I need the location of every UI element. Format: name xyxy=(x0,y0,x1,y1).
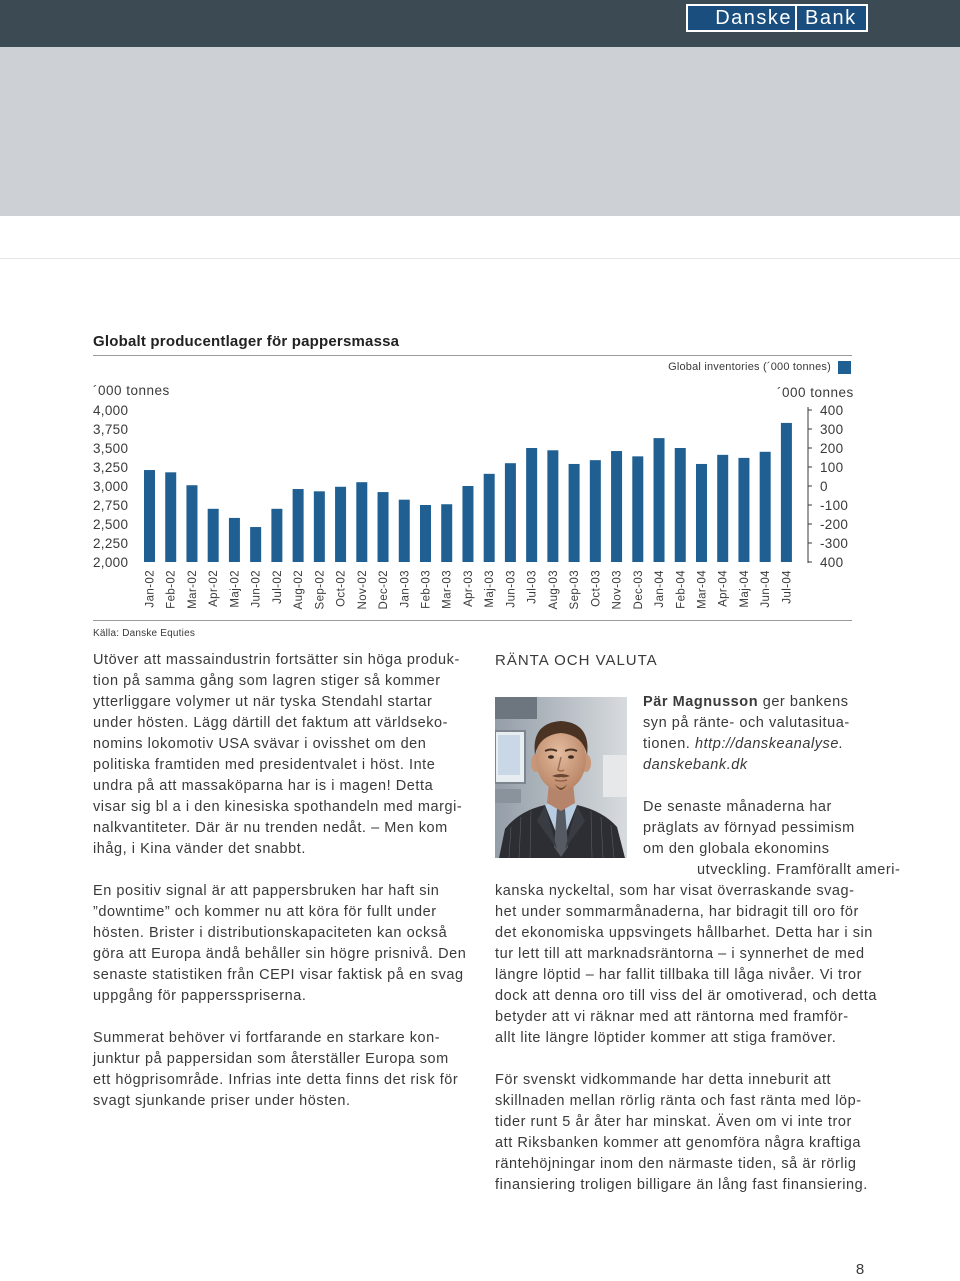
bar xyxy=(717,455,728,562)
bar xyxy=(632,456,643,562)
y-tick-label-right: 0 xyxy=(820,479,828,494)
analysis-link-part-2[interactable]: danskebank.dk xyxy=(643,757,748,773)
bar xyxy=(144,470,155,562)
danske-bank-logo xyxy=(686,4,868,32)
bar xyxy=(378,492,389,562)
x-tick-label: Jul-03 xyxy=(526,570,539,604)
right-paragraph-2 xyxy=(495,1070,868,1196)
author-name: Pär Magnusson xyxy=(643,694,759,710)
text-line: ett högprisområde. Infrias inte detta finns det risk för xyxy=(93,1072,459,1088)
text-line: räntehöjningar inom den närmaste tiden, så är rörlig xyxy=(495,1156,857,1172)
y-tick-label-right: 400 xyxy=(820,555,844,570)
text-line: För svenskt vidkommande har detta inneburit att xyxy=(495,1072,832,1088)
text-line: utveckling. Framförallt ameri- xyxy=(697,862,901,878)
y-tick-label-right: 100 xyxy=(820,460,844,475)
bar xyxy=(399,500,410,562)
text-line: undra på att massaköparna har is i magen! Detta xyxy=(93,778,434,794)
y-tick-label-left: 3,250 xyxy=(93,460,129,475)
portrait-photo xyxy=(495,697,627,858)
y-tick-label-left: 3,500 xyxy=(93,441,129,456)
bar xyxy=(547,450,558,562)
section-heading: RÄNTA OCH VALUTA xyxy=(495,652,658,669)
x-tick-label: Jun-02 xyxy=(250,570,263,608)
y-tick-label-left: 3,000 xyxy=(93,479,129,494)
text-line: het under sommarmånaderna, har bidragit till oro för xyxy=(495,904,859,920)
x-tick-label: Nov-03 xyxy=(611,570,624,610)
bar xyxy=(760,452,771,562)
left-axis-unit: ´000 tonnes xyxy=(93,383,170,398)
logo-text-danske: Danske xyxy=(715,7,792,29)
text-line: om den globala ekonomins xyxy=(643,841,830,857)
bar xyxy=(505,463,516,562)
x-tick-label: Mar-04 xyxy=(696,570,709,609)
bar xyxy=(781,423,792,562)
text-line: ihåg, i Kina vänder det snabbt. xyxy=(93,841,306,857)
x-tick-label: Mar-03 xyxy=(441,570,454,609)
chart-bottom-rule xyxy=(93,620,852,621)
x-tick-label: Sep-02 xyxy=(314,570,327,610)
x-tick-label: Oct-02 xyxy=(335,570,348,607)
analysis-link-part-1[interactable]: http://danskeanalyse. xyxy=(694,736,844,752)
text-line: ytterliggare volymer ut när tyska Stendahl startar xyxy=(93,694,433,710)
text-line: under hösten. Lägg därtill det faktum att världseko- xyxy=(93,715,449,731)
chart-source: Källa: Danske Equties xyxy=(93,628,196,639)
text-line: tion på samma gång som lagren stiger så kommer xyxy=(93,673,441,689)
text-line: uppgång för pappersspriserna. xyxy=(93,988,307,1004)
right-paragraph-1-body xyxy=(495,881,877,1049)
text-line: visar sig bl a i den kinesiska spothandeln med margi- xyxy=(93,799,463,815)
left-paragraph-1 xyxy=(93,650,462,860)
bar xyxy=(484,474,495,562)
chart-legend-swatch xyxy=(838,361,851,374)
x-tick-label: Nov-02 xyxy=(356,570,369,610)
y-tick-label-right: 300 xyxy=(820,422,844,437)
bio-text: tionen. xyxy=(643,736,695,752)
text-line: ”downtime” och kommer nu att köra för fullt under xyxy=(93,904,437,920)
x-tick-label: Dec-02 xyxy=(378,570,391,610)
bar xyxy=(590,460,601,562)
text-line: tur lett till att marknadsräntorna – i synnerhet de med xyxy=(495,946,865,962)
logo-text-bank: Bank xyxy=(805,7,857,29)
left-paragraph-2 xyxy=(93,881,466,1007)
text-line: hösten. Brister i distributionskapaciteten kan också xyxy=(93,925,448,941)
chart-legend-label: Global inventories (´000 tonnes) xyxy=(668,361,831,373)
bar xyxy=(186,485,197,562)
x-tick-label: Dec-03 xyxy=(632,570,645,610)
bio-text: ger bankens xyxy=(758,694,849,710)
y-tick-label-right: -200 xyxy=(820,517,849,532)
text-line: En positiv signal är att pappersbruken har haft sin xyxy=(93,883,440,899)
text-line: betyder att vi räknar med att räntorna med framför- xyxy=(495,1009,849,1025)
x-tick-label: Mar-02 xyxy=(186,570,199,609)
text-line: Summerat behöver vi fortfarande en starkare kon- xyxy=(93,1030,441,1046)
y-tick-label-left: 2,750 xyxy=(93,498,129,513)
text-line: svagt sjunkande priser under hösten. xyxy=(93,1093,351,1109)
x-tick-label: Jan-02 xyxy=(144,570,157,608)
x-tick-label: Apr-04 xyxy=(717,570,730,607)
text-line: De senaste månaderna har xyxy=(643,799,832,815)
text-line: dock att denna oro till viss del är omotiverad, och detta xyxy=(495,988,877,1004)
y-tick-label-right: 400 xyxy=(820,403,844,418)
chart-marks xyxy=(93,403,848,609)
x-tick-label: Jun-03 xyxy=(505,570,518,608)
bar xyxy=(208,509,219,562)
x-tick-label: Jan-03 xyxy=(399,570,412,608)
y-tick-label-left: 2,000 xyxy=(93,555,129,570)
x-tick-label: Jul-02 xyxy=(271,570,284,604)
x-tick-label: Feb-04 xyxy=(675,570,688,609)
x-tick-label: Aug-02 xyxy=(293,570,306,610)
bar xyxy=(441,504,452,562)
chart-title-rule xyxy=(93,355,852,356)
bar xyxy=(696,464,707,562)
text-line: präglats av förnyad pessimism xyxy=(643,820,855,836)
bio-line-3 xyxy=(643,734,850,755)
y-tick-label-left: 3,750 xyxy=(93,422,129,437)
y-tick-label-right: 200 xyxy=(820,441,844,456)
header-divider xyxy=(0,258,960,259)
bar xyxy=(250,527,261,562)
text-line: allt lite längre löptider kommer att stiga framöver. xyxy=(495,1030,837,1046)
author-bio xyxy=(643,692,850,776)
text-line: skillnaden mellan rörlig ränta och fast ränta med löp- xyxy=(495,1093,862,1109)
text-line: det ekonomiska uppsvingets hållbarhet. Detta har i sin xyxy=(495,925,873,941)
text-line: kanska nyckeltal, som har visat överraskande svag- xyxy=(495,883,855,899)
chart-title: Globalt producentlager för pappersmassa xyxy=(93,333,400,350)
bar xyxy=(420,505,431,562)
bar xyxy=(611,451,622,562)
bar xyxy=(271,509,282,562)
bar xyxy=(314,491,325,562)
text-line: finansiering troligen billigare än lång fast finansiering. xyxy=(495,1177,868,1193)
bar xyxy=(165,472,176,562)
x-tick-label: Maj-04 xyxy=(738,570,751,608)
bar xyxy=(526,448,537,562)
text-line: politiska framtiden med presidentvalet i höst. Inte xyxy=(93,757,436,773)
text-line: längre löptid – har fallit tillbaka till låga nivåer. Vi tror xyxy=(495,967,862,983)
bar xyxy=(654,438,665,562)
right-axis-unit: ´000 tonnes xyxy=(777,385,854,400)
text-line: Utöver att massaindustrin fortsätter sin höga produk- xyxy=(93,652,460,668)
bio-line-4 xyxy=(643,755,850,776)
bar xyxy=(569,464,580,562)
x-tick-label: Maj-03 xyxy=(484,570,497,608)
right-paragraph-1-intro xyxy=(643,797,855,860)
y-tick-label-left: 2,500 xyxy=(93,517,129,532)
bio-line-2: syn på ränte- och valutasitua- xyxy=(643,715,850,731)
x-tick-label: Apr-02 xyxy=(208,570,221,607)
y-tick-label-left: 2,250 xyxy=(93,536,129,551)
text-line: senaste statistiken från CEPI visar faktisk på en svag xyxy=(93,967,464,983)
text-line: nomins lokomotiv USA svävar i ovisshet om den xyxy=(93,736,427,752)
text-line: göra att Europa ändå behåller sin högre prisnivå. Den xyxy=(93,946,467,962)
x-tick-label: Jul-04 xyxy=(781,570,794,604)
x-tick-label: Maj-02 xyxy=(229,570,242,608)
bar xyxy=(738,458,749,562)
text-line: junktur på pappersidan som återställer Europa som xyxy=(93,1051,449,1067)
x-tick-label: Oct-03 xyxy=(590,570,603,607)
bio-line-1 xyxy=(643,692,850,713)
x-tick-label: Jan-04 xyxy=(654,570,667,608)
y-tick-label-right: -100 xyxy=(820,498,849,513)
bar xyxy=(356,482,367,562)
x-tick-label: Apr-03 xyxy=(462,570,475,607)
text-line: tider runt 5 år åter har minskat. Även om vi inte tror xyxy=(495,1114,852,1130)
bar xyxy=(462,486,473,562)
bar xyxy=(335,487,346,562)
x-tick-label: Sep-03 xyxy=(569,570,582,610)
text-line: nalkvantiteter. Där är nu trenden nedåt. – Men kom xyxy=(93,820,448,836)
bar xyxy=(229,518,240,562)
x-tick-label: Feb-03 xyxy=(420,570,433,609)
y-tick-label-left: 4,000 xyxy=(93,403,129,418)
text-line: att Riksbanken kommer att genomföra några kraftiga xyxy=(495,1135,861,1151)
x-tick-label: Aug-03 xyxy=(547,570,560,610)
right-paragraph-1-wrap xyxy=(697,860,900,881)
header-image-band xyxy=(0,47,960,216)
y-tick-label-right: -300 xyxy=(820,536,849,551)
x-tick-label: Jun-04 xyxy=(760,570,773,608)
left-paragraph-3 xyxy=(93,1028,458,1112)
x-tick-label: Feb-02 xyxy=(165,570,178,609)
bar xyxy=(293,489,304,562)
page-number: 8 xyxy=(855,1261,865,1278)
bar xyxy=(675,448,686,562)
